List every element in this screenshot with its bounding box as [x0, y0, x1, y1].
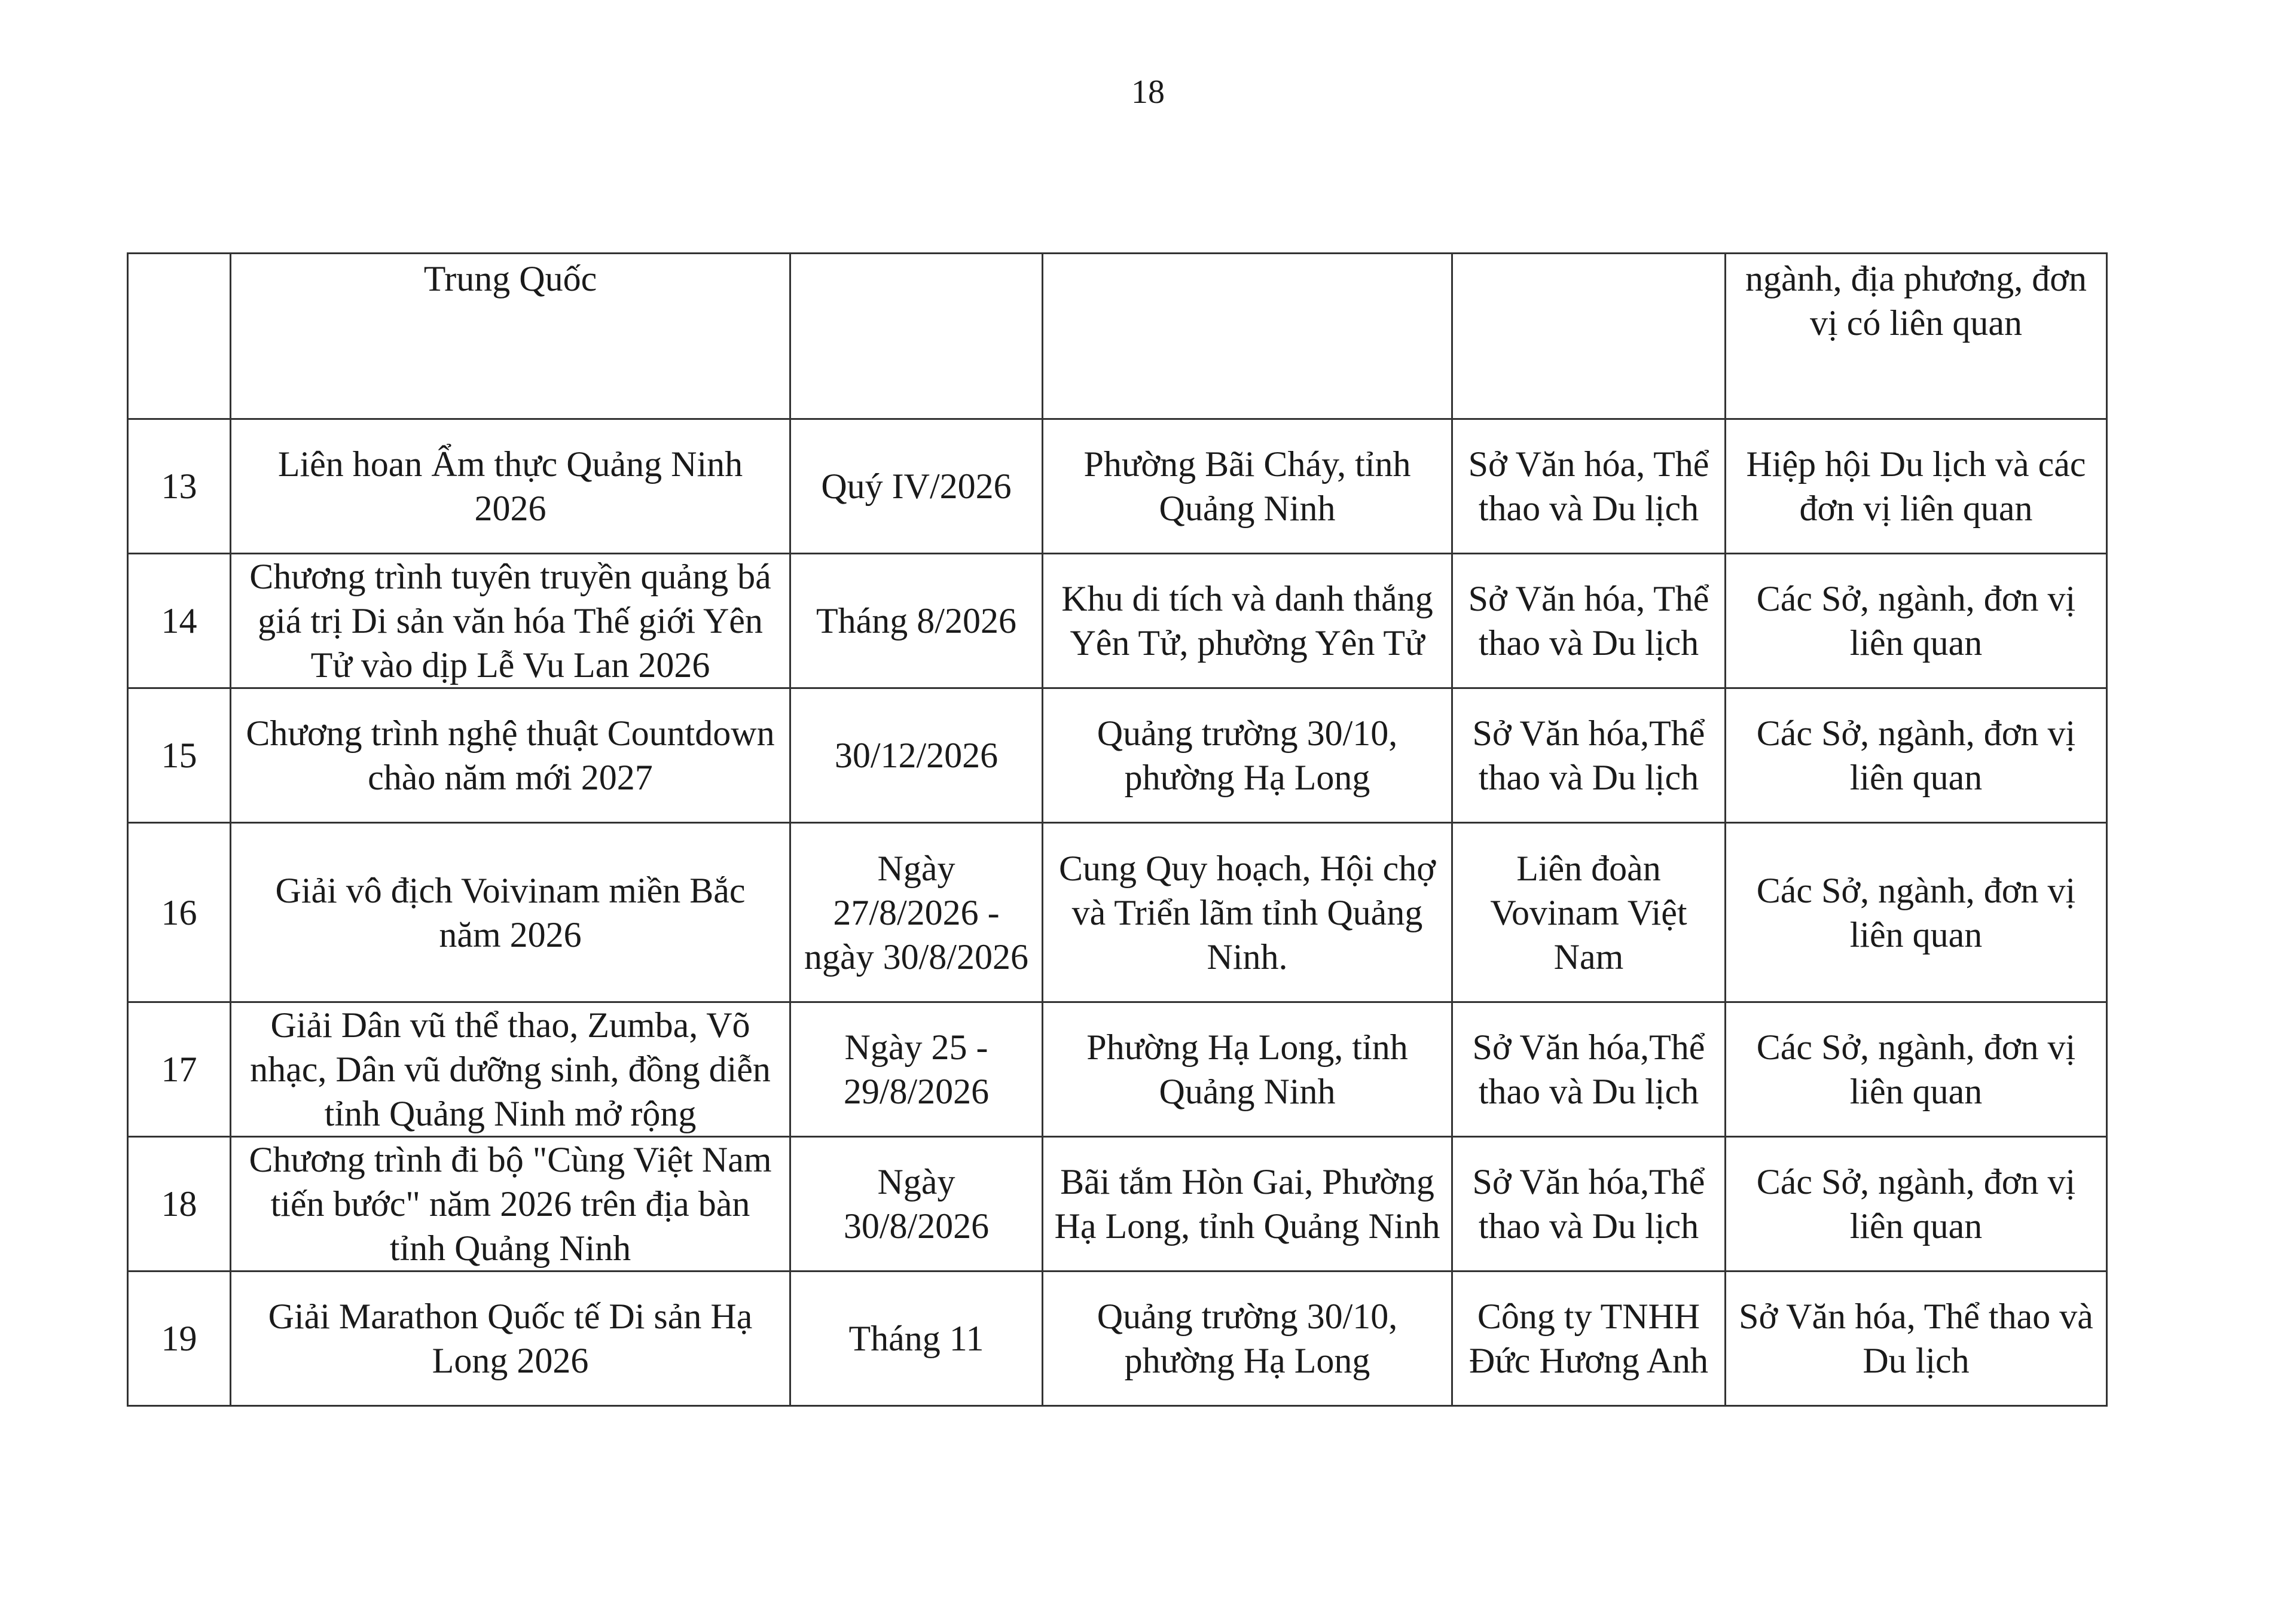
table-row: [128, 1272, 2107, 1406]
cell-no: 16: [128, 823, 231, 1002]
cell-place: Quảng trường 30/10, phường Hạ Long: [1043, 688, 1452, 823]
cell-coop-unit: Sở Văn hóa, Thể thao và Du lịch: [1726, 1272, 2107, 1406]
table-row: [128, 1137, 2107, 1272]
cell-event-name: Chương trình tuyên truyền quảng bá giá trị Di sản văn hóa Thế giới Yên Tử vào dịp Lễ Vu Lan 2026: [231, 554, 790, 688]
cell-lead-unit: Sở Văn hóa, Thể thao và Du lịch: [1452, 554, 1726, 688]
cell-place: Quảng trường 30/10, phường Hạ Long: [1043, 1272, 1452, 1406]
cell-place: [1043, 254, 1452, 419]
cell-no: 15: [128, 688, 231, 823]
cell-lead-unit: [1452, 254, 1726, 419]
cell-place: Phường Hạ Long, tỉnh Quảng Ninh: [1043, 1002, 1452, 1137]
cell-lead-unit: Sở Văn hóa,Thể thao và Du lịch: [1452, 1002, 1726, 1137]
cell-lead-unit: Công ty TNHH Đức Hương Anh: [1452, 1272, 1726, 1406]
cell-no: 18: [128, 1137, 231, 1272]
cell-time: Quý IV/2026: [790, 419, 1043, 554]
cell-place: Phường Bãi Cháy, tỉnh Quảng Ninh: [1043, 419, 1452, 554]
table-row: [128, 823, 2107, 1002]
cell-place: Bãi tắm Hòn Gai, Phường Hạ Long, tỉnh Quảng Ninh: [1043, 1137, 1452, 1272]
cell-place: Cung Quy hoạch, Hội chợ và Triển lãm tỉnh Quảng Ninh.: [1043, 823, 1452, 1002]
cell-place: Khu di tích và danh thắng Yên Tử, phường Yên Tử: [1043, 554, 1452, 688]
table-row-continued: [128, 254, 2107, 419]
event-schedule-table: [127, 252, 2108, 1407]
cell-no: 19: [128, 1272, 231, 1406]
table-row: [128, 419, 2107, 554]
table-row: [128, 1002, 2107, 1137]
cell-coop-unit: Hiệp hội Du lịch và các đơn vị liên quan: [1726, 419, 2107, 554]
cell-coop-unit: Các Sở, ngành, đơn vị liên quan: [1726, 554, 2107, 688]
cell-coop-unit: ngành, địa phương, đơn vị có liên quan: [1726, 254, 2107, 419]
cell-lead-unit: Liên đoàn Vovinam Việt Nam: [1452, 823, 1726, 1002]
cell-event-name: Chương trình đi bộ "Cùng Việt Nam tiến bước" năm 2026 trên địa bàn tỉnh Quảng Ninh: [231, 1137, 790, 1272]
cell-event-name: Giải vô địch Voivinam miền Bắc năm 2026: [231, 823, 790, 1002]
cell-time: Ngày 30/8/2026: [790, 1137, 1043, 1272]
cell-lead-unit: Sở Văn hóa,Thể thao và Du lịch: [1452, 1137, 1726, 1272]
cell-time: [790, 254, 1043, 419]
cell-coop-unit: Các Sở, ngành, đơn vị liên quan: [1726, 823, 2107, 1002]
cell-event-name: Giải Marathon Quốc tế Di sản Hạ Long 2026: [231, 1272, 790, 1406]
cell-event-name: Trung Quốc: [231, 254, 790, 419]
cell-time: Tháng 8/2026: [790, 554, 1043, 688]
cell-event-name: Giải Dân vũ thể thao, Zumba, Võ nhạc, Dân vũ dưỡng sinh, đồng diễn tỉnh Quảng Ninh mở rộng: [231, 1002, 790, 1137]
cell-event-name: Chương trình nghệ thuật Countdown chào năm mới 2027: [231, 688, 790, 823]
cell-time: Ngày 25 - 29/8/2026: [790, 1002, 1043, 1137]
cell-no: 14: [128, 554, 231, 688]
cell-lead-unit: Sở Văn hóa,Thể thao và Du lịch: [1452, 688, 1726, 823]
cell-no: 13: [128, 419, 231, 554]
cell-coop-unit: Các Sở, ngành, đơn vị liên quan: [1726, 688, 2107, 823]
cell-coop-unit: Các Sở, ngành, đơn vị liên quan: [1726, 1002, 2107, 1137]
cell-time: Tháng 11: [790, 1272, 1043, 1406]
table-row: [128, 688, 2107, 823]
cell-coop-unit: Các Sở, ngành, đơn vị liên quan: [1726, 1137, 2107, 1272]
table-row: [128, 554, 2107, 688]
cell-no: [128, 254, 231, 419]
page-number: 18: [1131, 74, 1165, 111]
cell-no: 17: [128, 1002, 231, 1137]
cell-lead-unit: Sở Văn hóa, Thể thao và Du lịch: [1452, 419, 1726, 554]
cell-time: Ngày 27/8/2026 - ngày 30/8/2026: [790, 823, 1043, 1002]
cell-time: 30/12/2026: [790, 688, 1043, 823]
cell-event-name: Liên hoan Ẩm thực Quảng Ninh 2026: [231, 419, 790, 554]
